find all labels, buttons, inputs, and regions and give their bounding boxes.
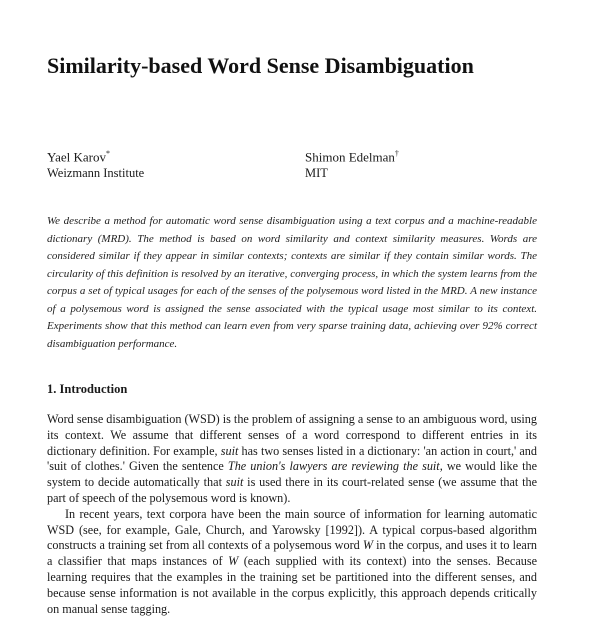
section-heading: 1. Introduction bbox=[47, 382, 128, 396]
abstract: We describe a method for automatic word sense disambiguation using a text corpus and a machine-readable dictionary (MRD). The method is based on word similarity and context similarity measures. Words are considered similar if they appear in similar contexts; contexts are similar if they contain similar words. The circularity of this definition is resolved by an iterative, converging process, in which the system learns from the corpus a set of typical usages for each of the senses of the polysemous word listed in the MRD. A new instance of a polysemous word is assigned the sense associated with the typical usage most similar to its context. Experiments show that this method can learn even from very sparse training data, achieving over 92% correct disambiguation performance. bbox=[47, 215, 537, 350]
author-2-mark: † bbox=[394, 149, 399, 158]
paragraph-2: In recent years, text corpora have been the main source of information for learning automatic WSD (see, for example, Gale, Church, and Yarowsky [1992]). A typical corpus-based algorithm constructs a training set from all contexts of a polysemous word W in the corpus, and uses it to learn a classifier that maps instances of W (each supplied with its context) into the senses. Because learning requires that the examples in the training set be partitioned into the different senses, and because sense information is not available in the corpus explicitly, this approach depends critically on manual sense tagging. bbox=[47, 506, 538, 616]
author-1 bbox=[47, 145, 144, 182]
author-1-affiliation: Weizmann Institute bbox=[47, 166, 145, 181]
section-body bbox=[47, 412, 537, 617]
author-1-mark: * bbox=[105, 149, 110, 158]
paragraph-1: Word sense disambiguation (WSD) is the problem of assigning a sense to an ambiguous word, using its context. We assume that different senses of a word correspond to different entries in its dictionary definition. For example, suit has two senses listed in a dictionary: 'an action in court,' and 'suit of clothes.' Given the sentence The union's lawyers are reviewing the suit, we would like the system to decide automatically that suit is used there in its court-related sense (we assume that the part of speech of the polysemous word is known). bbox=[47, 412, 537, 505]
author-2-name: Shimon Edelman† bbox=[305, 149, 399, 165]
author-2 bbox=[305, 145, 399, 182]
paper-title: Similarity-based Word Sense Disambiguation bbox=[47, 53, 474, 78]
author-2-affiliation: MIT bbox=[305, 166, 328, 181]
author-1-name: Yael Karov* bbox=[47, 149, 110, 165]
